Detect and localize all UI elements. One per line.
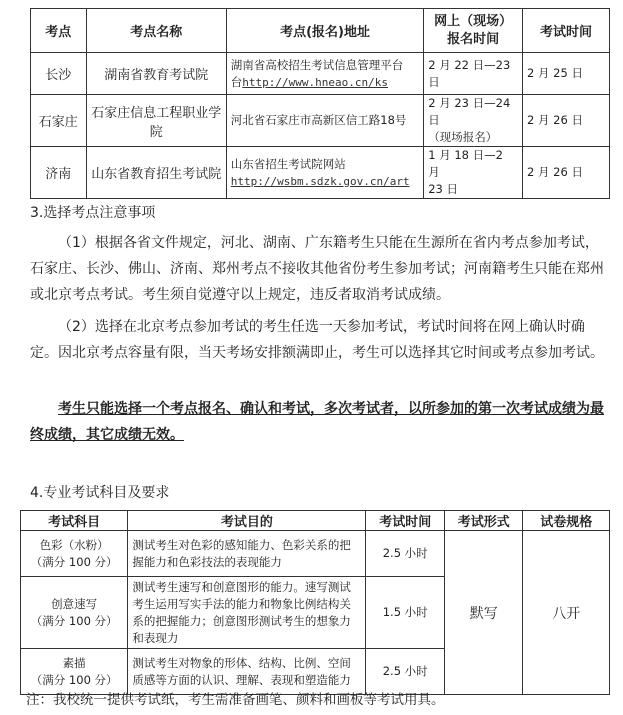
table-header-row (31, 9, 610, 53)
header-exam-time: 考试时间 (523, 9, 610, 53)
subject-cell (21, 531, 128, 577)
subject-cell (21, 649, 128, 695)
subject-name: 创意速写 (51, 596, 98, 611)
section-3-notice: 考生只能选择一个考点报名、确认和考试，多次考试者，以所参加的第一次考试成绩为最终成绩，其它成绩无效。 (30, 401, 604, 443)
site-exam-time: 2 月 26 日 (523, 95, 610, 147)
subject-duration: 1.5 小时 (366, 577, 445, 649)
site-address: 河北省石家庄市高新区信工路18号 (226, 95, 423, 147)
site-address-prefix: 台 (230, 74, 243, 89)
header-duration: 考试时间 (366, 511, 445, 531)
header-registration-time: 网上（现场） 报名时间 (424, 9, 523, 53)
header-form: 考试形式 (445, 511, 523, 531)
subject-name: 色彩（水粉） (39, 537, 109, 552)
site-registration-dates: 2 月 23 日—24 日 (428, 96, 511, 127)
site-address-text: 山东省招生考试院网站 (230, 156, 346, 171)
site-address (226, 147, 423, 199)
header-purpose: 考试目的 (128, 511, 366, 531)
section-3-paragraph-2: （2）选择在北京考点参加考试的考生任选一天参加考试，考试时间将在网上确认时确定。因北京考点容量有限，当天考场安排额满即止，考生可以选择其它时间或考点参加考试。 (30, 319, 604, 361)
table-row (21, 531, 610, 577)
header-site: 考点 (31, 9, 87, 53)
exam-sites-table (30, 8, 610, 199)
subject-name: 素描 (62, 655, 86, 670)
subject-score: （满分 100 分） (30, 672, 118, 687)
section-3-paragraph-1: （1）根据各省文件规定，河北、湖南、广东籍考生只能在生源所在省内考点参加考试，石家庄、长沙、佛山、济南、郑州考点不接收其他省份考生参加考试；河南籍考生只能在郑州或北京考点考试。考生须自觉遵守以上规定，违反者取消考试成绩。 (30, 235, 604, 303)
site-registration-note: 23 日 (428, 182, 459, 196)
site-city: 长沙 (31, 53, 87, 95)
site-city: 济南 (31, 147, 87, 199)
subject-purpose: 测试考生对色彩的感知能力、色彩关系的把握能力和色彩技法的表现能力 (128, 531, 366, 577)
subject-purpose: 测试考生对物象的形体、结构、比例、空间质感等方面的认识、理解、表现和塑造能力 (128, 649, 366, 695)
paper-spec: 八开 (523, 531, 610, 695)
section-4-title: 4.专业考试科目及要求 (30, 485, 170, 501)
table-row (31, 147, 610, 199)
site-address-link[interactable]: http://www.hneao.cn/ks (242, 75, 388, 89)
site-registration-time (424, 147, 523, 199)
subject-duration: 2.5 小时 (366, 531, 445, 577)
table-header-row (21, 511, 610, 531)
site-registration-time (424, 95, 523, 147)
table-row (31, 95, 610, 147)
subject-score: （满分 100 分） (30, 613, 118, 628)
site-name: 湖南省教育考试院 (86, 53, 226, 95)
exam-form: 默写 (445, 531, 523, 695)
site-exam-time: 2 月 26 日 (523, 147, 610, 199)
site-name: 山东省教育招生考试院 (86, 147, 226, 199)
site-address-text: 湖南省高校招生考试信息管理平台 (230, 57, 404, 72)
site-registration-dates: 1 月 18 日—2 月 (428, 148, 503, 179)
footnote: 注：我校统一提供考试纸，考生需准备画笔、颜料和画板等考试用具。 (26, 692, 445, 708)
section-3-title: 3.选择考点注意事项 (30, 205, 156, 221)
site-city: 石家庄 (31, 95, 87, 147)
site-address (226, 53, 423, 95)
subject-score: （满分 100 分） (30, 554, 118, 569)
header-paper-spec: 试卷规格 (523, 511, 610, 531)
site-exam-time: 2 月 25 日 (523, 53, 610, 95)
site-registration-time: 2 月 22 日—23 日 (424, 53, 523, 95)
subject-cell (21, 577, 128, 649)
subject-duration: 2.5 小时 (366, 649, 445, 695)
table-row (31, 53, 610, 95)
site-name: 石家庄信息工程职业学院 (86, 95, 226, 147)
site-registration-note: （现场报名） (428, 130, 498, 144)
header-site-address: 考点(报名)地址 (226, 9, 423, 53)
subjects-table (20, 510, 610, 695)
site-address-link[interactable]: http://wsbm.sdzk.gov.cn/art (230, 174, 410, 188)
header-site-name: 考点名称 (86, 9, 226, 53)
subject-purpose: 测试考生速写和创意图形的能力。速写测试考生运用写实手法的能力和物象比例结构关系的把握能力；创意图形测试考生的想象力和表现力 (128, 577, 366, 649)
header-subject: 考试科目 (21, 511, 128, 531)
